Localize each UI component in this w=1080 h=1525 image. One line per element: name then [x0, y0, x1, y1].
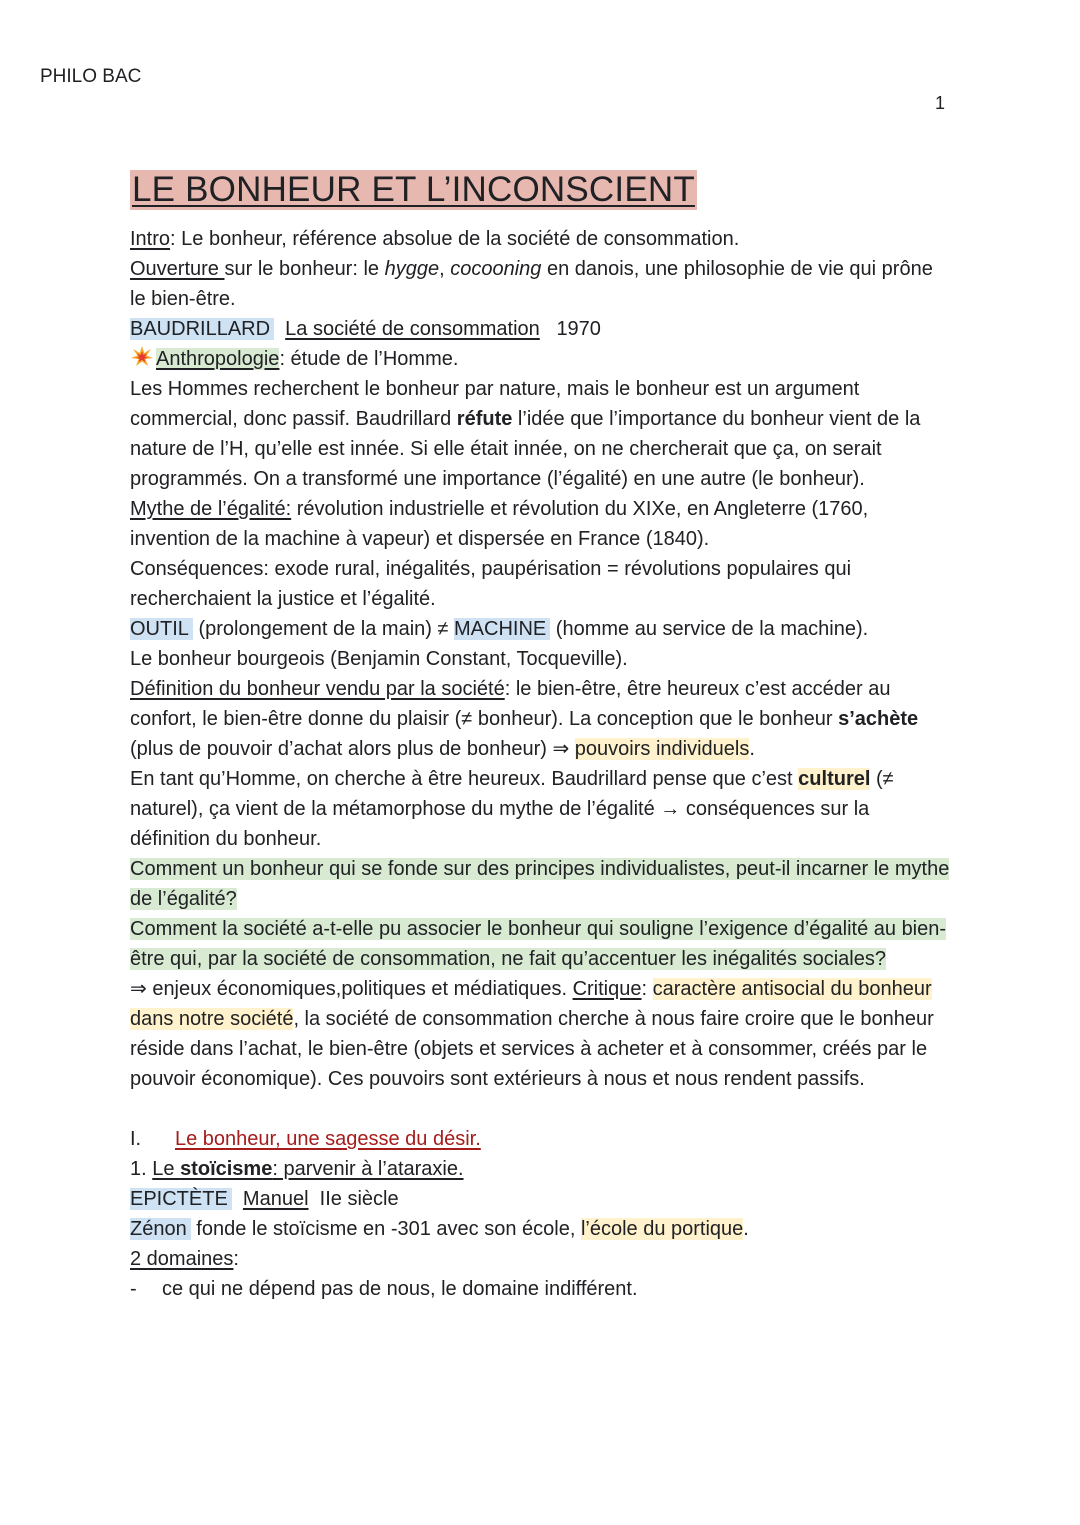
ouverture-hygge: hygge	[384, 258, 440, 280]
ouverture-text-3: en danois, une philosophie de vie qui prône le bien-être.	[130, 258, 933, 310]
zenon-text-2: .	[743, 1218, 749, 1240]
work-century: IIe siècle	[319, 1188, 399, 1210]
work-manuel: Manuel	[242, 1188, 309, 1210]
subsection-title	[152, 1158, 463, 1180]
collision-icon	[130, 345, 154, 369]
domaines-heading	[130, 1244, 950, 1274]
page-number: 1	[935, 93, 946, 113]
author-baudrillard: BAUDRILLARD	[130, 318, 274, 340]
bold-culturel: culturel	[798, 768, 871, 790]
subsection-pre: Le	[152, 1158, 181, 1180]
anthropologie-text: : étude de l’Homme.	[279, 348, 459, 370]
definition-paragraph	[130, 674, 950, 764]
consequences-paragraph: Conséquences: exode rural, inégalités, paupérisation = révolutions populaires qui recherchaient la justice et l’égalité.	[130, 558, 852, 610]
work-year: 1970	[556, 318, 601, 340]
question-1-text: Comment un bonheur qui se fonde sur des principes individualistes, peut-il incarner le mythe de l’égalité?	[130, 858, 950, 910]
outil-text-1: (prolongement de la main) ≠	[192, 618, 455, 640]
mythe-paragraph	[130, 494, 950, 554]
author-epictete: EPICTÈTE	[130, 1188, 232, 1210]
outil-text-2: (homme au service de la machine).	[550, 618, 869, 640]
ouverture-label: Ouverture	[130, 258, 225, 280]
enjeux-paragraph	[130, 974, 950, 1094]
reference-epictete	[130, 1184, 950, 1214]
bold-sachete: s’achète	[838, 708, 919, 730]
para1-text-1: Les Hommes recherchent le bonheur par nature, mais le bonheur est un argument commercial, donc passif. Baudrillard	[130, 378, 860, 430]
question-1	[130, 854, 950, 914]
word-outil: OUTIL	[130, 618, 193, 640]
enjeux-text-2: :	[641, 978, 653, 1000]
subsection-rest: : parvenir à l’ataraxie.	[272, 1158, 464, 1180]
ouverture-cocooning: cocooning	[450, 258, 542, 280]
section-title: Le bonheur, une sagesse du désir.	[175, 1128, 481, 1150]
bold-refute: réfute	[456, 408, 513, 430]
ouverture-text-2: ,	[439, 258, 451, 280]
bourgeois-paragraph: Le bonheur bourgeois (Benjamin Constant, Tocqueville).	[130, 648, 628, 670]
name-zenon: Zénon	[130, 1218, 191, 1240]
intro-paragraph	[130, 224, 950, 254]
enjeux-text-3: , la société de consommation cherche à nous faire croire que le bonheur réside dans l’achat, le bien-être (objets et services à acheter et à consommer, créés par le pouvoir économique). Ces pouvoirs sont extérieurs à nous et nous rendent passifs.	[130, 1008, 934, 1090]
spacer	[130, 1094, 950, 1124]
highlight-portique: l’école du portique	[580, 1218, 744, 1240]
highlight-antisocial: caractère antisocial du bonheur dans notre société	[130, 978, 932, 1030]
subsection-bold: stoïcisme	[180, 1158, 273, 1180]
domaines-colon: :	[233, 1248, 239, 1270]
domaines-label: 2 domaines	[130, 1248, 234, 1270]
document-body	[130, 224, 950, 1304]
definition-text-2: (plus de pouvoir d’achat alors plus de bonheur) ⇒	[130, 738, 575, 760]
mythe-text: révolution industrielle et révolution du XIXe, en Angleterre (1760, invention de la machine à vapeur) et dispersée en France (1840).	[130, 498, 869, 550]
zenon-paragraph	[130, 1214, 950, 1244]
para2-text-2: (≠ naturel), ça vient de la métamorphose du mythe de l’égalité → conséquences sur la définition du bonheur.	[130, 768, 894, 850]
definition-text-3: .	[749, 738, 755, 760]
section-heading-1	[130, 1124, 950, 1154]
para1-text-2: l’idée que l’importance du bonheur vient de la nature de l’H, qu’elle est innée. Si elle était innée, on ne chercherait que ça, on serait programmés. On a transformé une importance (l’égalité) en une autre (le bonheur).	[130, 408, 921, 490]
ouverture-text-1: sur le bonheur: le	[224, 258, 385, 280]
culturel-paragraph	[130, 764, 950, 854]
section-number: I.	[130, 1128, 142, 1150]
ouverture-paragraph	[130, 254, 950, 314]
list-item	[130, 1274, 950, 1304]
subsection-number: 1.	[130, 1158, 147, 1180]
outil-machine-paragraph	[130, 614, 950, 644]
anthropologie-paragraph	[130, 344, 950, 374]
work-title: La société de consommation	[285, 318, 540, 340]
header-label: PHILO BAC	[40, 66, 142, 87]
list-item-text: ce qui ne dépend pas de nous, le domaine indifférent.	[162, 1278, 638, 1300]
subsection-heading-1	[130, 1154, 950, 1184]
definition-text-1: : le bien-être, être heureux c’est accéder au confort, le bien-être donne du plaisir (≠ bonheur). La conception que le bonheur	[130, 678, 891, 730]
definition-label: Définition du bonheur vendu par la société	[130, 678, 505, 700]
intro-text: : Le bonheur, référence absolue de la société de consommation.	[170, 228, 740, 250]
baudrillard-paragraph	[130, 374, 950, 494]
anthropologie-label: Anthropologie	[156, 348, 280, 370]
enjeux-text-1: ⇒ enjeux économiques,politiques et médiatiques.	[130, 978, 573, 1000]
intro-label: Intro	[130, 228, 171, 250]
zenon-text-1: fonde le stoïcisme en -301 avec son école,	[190, 1218, 581, 1240]
bullet-dash: -	[130, 1278, 137, 1300]
highlight-pouvoirs: pouvoirs individuels	[574, 738, 750, 760]
critique-label: Critique	[572, 978, 642, 1000]
question-2-text: Comment la société a-t-elle pu associer le bonheur qui souligne l’exigence d’égalité au bien-être qui, par la société de consommation, ne fait qu’accentuer les inégalités sociales?	[130, 918, 947, 970]
reference-baudrillard	[130, 314, 950, 344]
document-title: LE BONHEUR ET L’INCONSCIENT	[132, 170, 695, 209]
word-machine: MACHINE	[454, 618, 550, 640]
question-2	[130, 914, 950, 974]
para2-text-1: En tant qu’Homme, on cherche à être heureux. Baudrillard pense que c’est	[130, 768, 799, 790]
mythe-label: Mythe de l’égalité:	[130, 498, 292, 520]
